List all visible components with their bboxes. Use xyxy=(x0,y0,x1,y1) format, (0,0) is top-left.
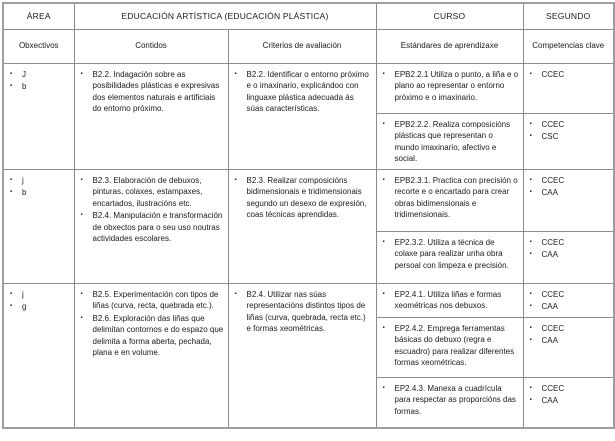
bullet-item xyxy=(530,237,610,249)
cell-text: CCEC xyxy=(541,69,565,79)
square-bullet-icon: ▪ xyxy=(10,189,13,195)
cell-competencias xyxy=(523,113,614,169)
bullet-item xyxy=(81,313,224,359)
table-row xyxy=(3,283,614,317)
square-bullet-icon: ▪ xyxy=(10,303,13,309)
square-bullet-icon: ▪ xyxy=(234,70,237,77)
bullet-item xyxy=(10,187,70,199)
cell-estandar xyxy=(376,113,523,169)
cell-text: B2.2. Identificar o entorno próximo e o imaxinario, explicándoo con linguaxe plástica adecuada ás súas características. xyxy=(246,69,369,113)
bullet-item xyxy=(10,81,70,93)
cell-text: B2.3. Realizar composicións bidimensionais e tridimensionais segundo un desexo de expresión, coas técnicas aprendidas. xyxy=(246,175,367,219)
square-bullet-icon: ▪ xyxy=(10,176,13,183)
cell-estandar xyxy=(376,317,523,377)
cell-text: b xyxy=(22,188,27,197)
bullet-item xyxy=(383,323,519,369)
square-bullet-icon: ▪ xyxy=(10,83,13,89)
cell-text: CCEC xyxy=(541,289,565,299)
square-bullet-icon: ▪ xyxy=(529,251,532,257)
cell-estandar xyxy=(376,231,523,283)
square-bullet-icon: ▪ xyxy=(382,120,385,127)
square-bullet-icon: ▪ xyxy=(529,120,532,127)
bullet-item xyxy=(383,175,519,221)
cell-text: B2.3. Elaboración de debuxos, pinturas, colaxes, estampaxes, encartados, ilustracións etc. xyxy=(92,175,203,208)
square-bullet-icon: ▪ xyxy=(80,70,83,77)
square-bullet-icon: ▪ xyxy=(529,303,532,309)
header-competencias: Competencias clave xyxy=(523,29,614,63)
cell-text: CAA xyxy=(541,396,558,405)
square-bullet-icon: ▪ xyxy=(529,176,532,183)
header-area: ÁREA xyxy=(3,3,74,29)
cell-competencias xyxy=(523,63,614,113)
bullet-item xyxy=(81,289,224,312)
square-bullet-icon: ▪ xyxy=(10,290,13,297)
cell-text: CAA xyxy=(541,336,558,345)
cell-contidos xyxy=(74,169,228,283)
header-row-top xyxy=(3,3,614,29)
cell-text: B2.4. Utilizar nas súas representacións distintos tipos de liñas (curva, quebrada, recta etc.) e formas xeométricas. xyxy=(246,289,366,333)
cell-text: CAA xyxy=(541,250,558,259)
cell-contidos xyxy=(74,63,228,169)
table-row xyxy=(3,63,614,113)
square-bullet-icon: ▪ xyxy=(529,324,532,331)
cell-text: j xyxy=(22,289,24,299)
bullet-item xyxy=(530,289,610,301)
cell-text: B2.6. Exploración das liñas que delimitan contornos e do espazo que delimita a forma aberta, pechada, plana e en volume. xyxy=(92,313,224,357)
square-bullet-icon: ▪ xyxy=(234,176,237,183)
bullet-item xyxy=(530,301,610,313)
cell-criterios xyxy=(228,63,376,169)
square-bullet-icon: ▪ xyxy=(80,212,83,218)
cell-text: EPB2.2.2. Realiza composicións plásticas que representan o mundo imaxinario, afectivo e social. xyxy=(394,119,511,163)
square-bullet-icon: ▪ xyxy=(529,290,532,297)
cell-text: B2.2. Indagación sobre as posibilidades plásticas e expresivas dos elementos naturais e artificiais do entorno próximo. xyxy=(92,69,220,113)
cell-text: CAA xyxy=(541,188,558,197)
header-segundo: SEGUNDO xyxy=(523,3,614,29)
bullet-item xyxy=(530,119,610,131)
cell-text: B2.5. Experimentación con tipos de liñas (curva, recta, quebrada etc.). xyxy=(92,289,219,310)
bullet-item xyxy=(235,69,372,115)
cell-competencias xyxy=(523,231,614,283)
cell-criterios xyxy=(228,283,376,428)
cell-text: CCEC xyxy=(541,237,565,247)
cell-obxectivos xyxy=(3,63,74,169)
cell-criterios xyxy=(228,169,376,283)
cell-text: CCEC xyxy=(541,175,565,185)
square-bullet-icon: ▪ xyxy=(382,238,385,245)
square-bullet-icon: ▪ xyxy=(10,70,13,77)
square-bullet-icon: ▪ xyxy=(529,337,532,343)
bullet-item xyxy=(530,69,610,81)
header-subject: EDUCACIÓN ARTÍSTICA (EDUCACIÓN PLÁSTICA) xyxy=(74,3,376,29)
cell-text: EP2.4.1. Utiliza liñas e formas xeométricas nos debuxos. xyxy=(394,289,502,310)
bullet-item xyxy=(530,323,610,335)
cell-text: CCEC xyxy=(541,383,565,393)
square-bullet-icon: ▪ xyxy=(80,290,83,297)
cell-text: b xyxy=(22,82,27,91)
header-contidos: Contidos xyxy=(74,29,228,63)
cell-competencias xyxy=(523,317,614,377)
cell-competencias xyxy=(523,169,614,231)
cell-estandar xyxy=(376,169,523,231)
square-bullet-icon: ▪ xyxy=(529,189,532,195)
square-bullet-icon: ▪ xyxy=(382,324,385,331)
square-bullet-icon: ▪ xyxy=(529,238,532,245)
square-bullet-icon: ▪ xyxy=(382,384,385,391)
bullet-item xyxy=(81,175,224,210)
square-bullet-icon: ▪ xyxy=(80,314,83,321)
cell-obxectivos xyxy=(3,169,74,283)
cell-text: EPB2.2.1 Utiliza o punto, a liña e o plano ao representar o entorno próximo e o imaxinario. xyxy=(394,69,519,102)
bullet-item xyxy=(383,237,519,272)
header-curso: CURSO xyxy=(376,3,523,29)
bullet-item xyxy=(530,395,610,407)
cell-text: EP2.4.2. Emprega ferramentas básicas do debuxo (regra e escuadro) para realizar diferentes formas xeométricas. xyxy=(394,323,515,367)
bullet-item xyxy=(10,301,70,313)
cell-text: EPB2.3.1. Practica con precisión o recorte e o encartado para crear obras bidimensionais e tridimensionais. xyxy=(394,175,518,219)
bullet-item xyxy=(530,187,610,199)
bullet-item xyxy=(235,175,372,221)
header-obxectivos: Obxectivos xyxy=(3,29,74,63)
square-bullet-icon: ▪ xyxy=(382,176,385,183)
header-row-sub xyxy=(3,29,614,63)
square-bullet-icon: ▪ xyxy=(234,290,237,297)
cell-estandar xyxy=(376,377,523,428)
cell-competencias xyxy=(523,283,614,317)
cell-text: CAA xyxy=(541,302,558,311)
bullet-item xyxy=(530,131,610,143)
bullet-item xyxy=(10,175,70,187)
header-estandares: Estándares de aprendizaxe xyxy=(376,29,523,63)
header-criterios: Criterios de avaliación xyxy=(228,29,376,63)
cell-text: g xyxy=(22,302,27,311)
cell-text: EP2.4.3. Manexa a cuadrícula para respectar as proporcións das formas. xyxy=(394,383,516,416)
bullet-item xyxy=(383,289,519,312)
square-bullet-icon: ▪ xyxy=(382,290,385,297)
square-bullet-icon: ▪ xyxy=(529,397,532,403)
cell-text: J xyxy=(22,69,26,79)
bullet-item xyxy=(530,175,610,187)
bullet-item xyxy=(530,383,610,395)
bullet-item xyxy=(383,69,519,104)
cell-competencias xyxy=(523,377,614,428)
bullet-item xyxy=(235,289,372,335)
bullet-item xyxy=(81,210,224,245)
bullet-item xyxy=(81,69,224,115)
square-bullet-icon: ▪ xyxy=(382,70,385,77)
cell-obxectivos xyxy=(3,283,74,428)
cell-estandar xyxy=(376,63,523,113)
cell-text: CCEC xyxy=(541,323,565,333)
cell-contidos xyxy=(74,283,228,428)
square-bullet-icon: ▪ xyxy=(529,384,532,391)
cell-text: CSC xyxy=(541,132,559,141)
cell-estandar xyxy=(376,283,523,317)
bullet-item xyxy=(10,289,70,301)
cell-text: EP2.3.2. Utiliza a técnica de colaxe para realizar unha obra persoal con limpeza e precisión. xyxy=(394,237,509,270)
square-bullet-icon: ▪ xyxy=(80,176,83,183)
curriculum-table xyxy=(2,2,615,429)
bullet-item xyxy=(383,383,519,418)
bullet-item xyxy=(530,335,610,347)
cell-text: j xyxy=(22,175,24,185)
cell-text: B2.4. Manipulación e transformación de obxectos para o seu uso noutras actividades escolares. xyxy=(92,211,223,243)
bullet-item xyxy=(530,249,610,261)
bullet-item xyxy=(383,119,519,165)
cell-text: CCEC xyxy=(541,119,565,129)
square-bullet-icon: ▪ xyxy=(529,70,532,77)
square-bullet-icon: ▪ xyxy=(529,133,532,139)
bullet-item xyxy=(10,69,70,81)
table-row xyxy=(3,169,614,231)
